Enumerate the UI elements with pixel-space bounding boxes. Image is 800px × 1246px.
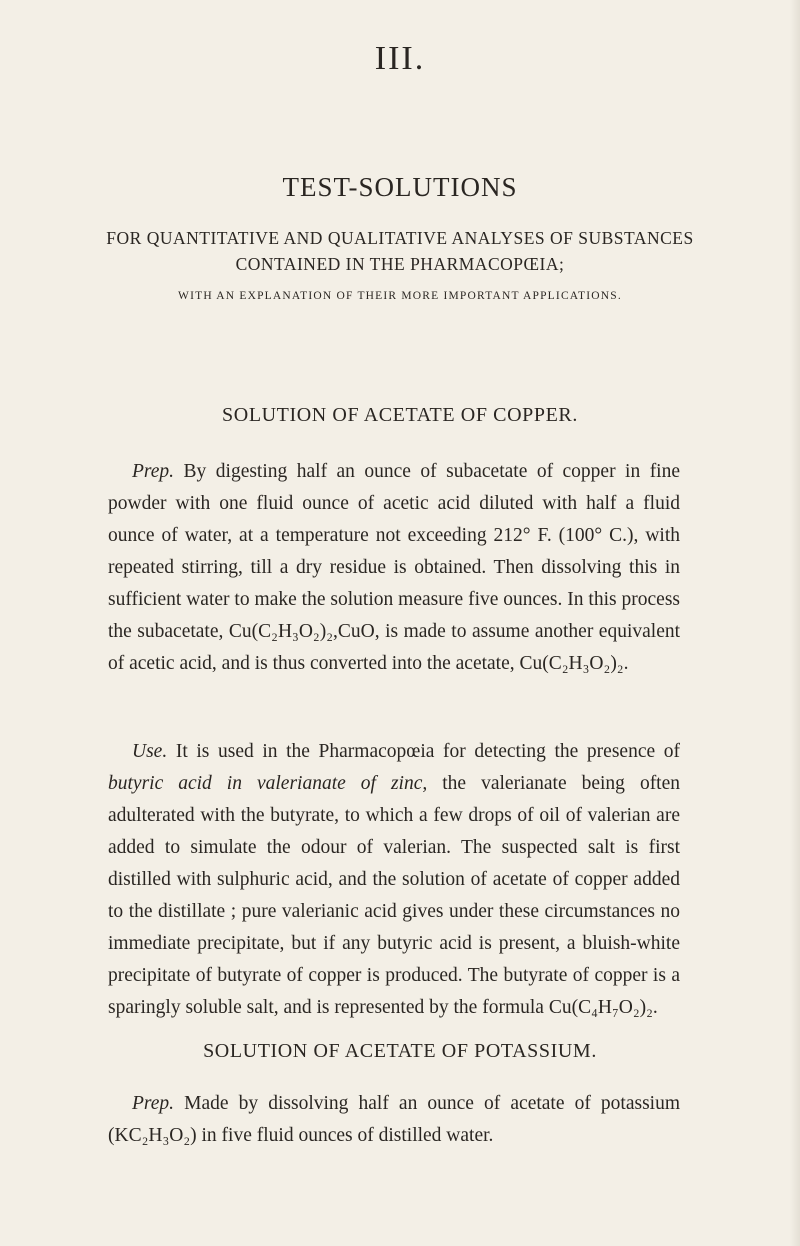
formula-acetate: Cu(C₂H₃O₂)₂.: [519, 653, 629, 674]
prep-lead: Prep.: [132, 1093, 175, 1114]
use-paragraph-copper: [108, 736, 680, 1024]
prep-paragraph-potassium: [108, 1088, 680, 1152]
page-edge-shadow: [790, 0, 800, 1246]
section-heading-acetate-of-potassium: SOLUTION OF ACETATE OF POTASSIUM.: [203, 1040, 597, 1062]
prep-paragraph-copper: [108, 456, 680, 680]
explanation-line: WITH AN EXPLANATION OF THEIR MORE IMPORTANT APPLICATIONS.: [178, 290, 622, 302]
prep-text-continued: in five fluid ounces of distilled water.: [201, 1125, 494, 1146]
formula-butyrate: Cu(C₄H₇O₂)₂.: [548, 997, 658, 1018]
prep-text: Made by dissolving half an ounce of acetate of potassium: [184, 1093, 681, 1114]
prep-text-continued: is made to assume another equivalent of acetic acid, and is thus converted into the acetate,: [108, 621, 681, 674]
prep-lead: Prep.: [132, 461, 175, 482]
use-italic-text: butyric acid in valerianate of zinc,: [108, 773, 428, 794]
prep-text: By digesting half an ounce of subacetate of copper in fine powder with one fluid ounce of acetic acid diluted with half a fluid ounce of water, at a temperature not exceeding 212° F. (100° C.), with repeated stirring, till a dry residue is obtained. Then dissolving this in sufficient water to make the solution measure five ounces. In this process the subacetate,: [108, 461, 681, 642]
use-text-continued: the valerianate being often adulterated with the butyrate, to which a few drops of oil of valerian are added to simulate the odour of valerian. The suspected salt is first distilled with sulphuric acid, and the solution of acetate of copper added to the distillate ; pure valerianic acid gives under these circumstances no immediate precipitate, but if any butyric acid is present, a bluish-white precipitate of butyrate of copper is produced. The butyrate of copper is a sparingly soluble salt, and is represented by the formula: [108, 773, 681, 1018]
page-title: TEST-SOLUTIONS: [282, 172, 518, 202]
use-lead: Use.: [132, 741, 168, 762]
formula-subacetate: Cu(C₂H₃O₂)₂,CuO,: [228, 621, 380, 642]
formula-potassium-acetate: (KC₂H₃O₂): [108, 1125, 197, 1146]
chapter-number: III.: [374, 40, 426, 77]
page-subtitle: FOR QUANTITATIVE AND QUALITATIVE ANALYSES OF SUBSTANCES CONTAINED IN THE PHARMACOPŒIA;: [106, 228, 694, 274]
use-text: It is used in the Pharmacopœia for detecting the presence of: [175, 741, 680, 762]
section-heading-acetate-of-copper: SOLUTION OF ACETATE OF COPPER.: [222, 404, 578, 426]
